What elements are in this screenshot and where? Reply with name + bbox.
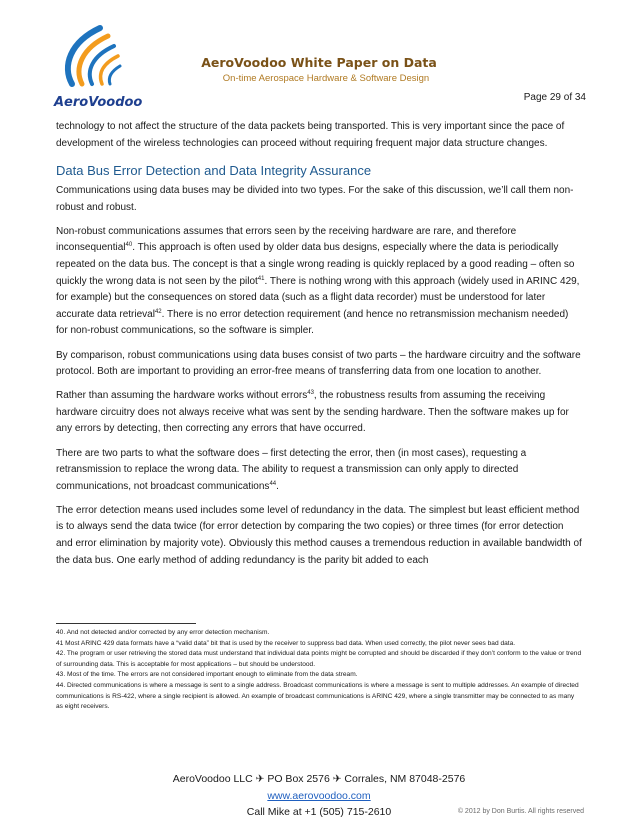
paragraph-intro: Communications using data buses may be divided into two types. For the sake of this discussion, we’ll call them non-robust and robust.	[56, 185, 574, 213]
footnote-43: 43. Most of the time. The errors are not considered important enough to eliminate from the data stream.	[56, 671, 358, 679]
footnote-ref-41[interactable]: 41	[257, 275, 265, 282]
text-segment: . There is nothing wrong with this approach (widely used in ARINC 429, for example) but the consequences on stored data (such as a flight data recorder) must be understood for later accurate data retrieval	[56, 275, 580, 320]
footnote-42: 42. The program or user retrieving the stored data must understand that individual data points might be corrupted and should be discarded if they don’t conform to the value or trend of surrounding data. This is acceptable for most applications – but should be understood.	[56, 650, 582, 668]
footer-website-link[interactable]: www.aerovoodoo.com	[267, 790, 371, 802]
document-title: AeroVoodoo White Paper on Data	[201, 55, 437, 70]
section-heading: Data Bus Error Detection and Data Integrity Assurance	[56, 163, 372, 179]
paragraph-non-robust	[56, 224, 582, 340]
paragraph-software-parts	[56, 446, 582, 496]
footnote-ref-43[interactable]: 43	[307, 390, 314, 397]
document-subtitle: On-time Aerospace Hardware & Software Design	[222, 73, 430, 84]
logo-wordmark: AeroVoodoo	[54, 95, 143, 110]
page-number: Page 29 of 34	[523, 92, 586, 103]
text-segment: Rather than assuming the hardware works without errors	[56, 390, 308, 402]
text-segment: . There is no error detection requirement (and hence no retransmission mechanism needed) for non-robust communications, so the software is simpler.	[56, 308, 569, 337]
text-segment: Non-robust communications assumes that errors seen by the receiving hardware are rare, and therefore inconsequential	[56, 225, 517, 254]
paragraph-continuation: technology to not affect the structure of the data packets being transported. This is very important since the pace of development of the wireless technologies can proceed without requiring frequent major data structure changes.	[56, 121, 565, 149]
text-segment: . This approach is often used by older data bus designs, especially where the data is periodically repeated on the data bus. The concept is that a single wrong reading is quickly replaced by a good reading – often so quickly the wrong data is not seen by the pilot	[56, 242, 575, 287]
copyright-notice: © 2012 by Don Burtis. All rights reserved	[457, 808, 584, 815]
footer-address: AeroVoodoo LLC ✈ PO Box 2576 ✈ Corrales, NM 87048-2576	[172, 773, 466, 785]
paragraph-robust: By comparison, robust communications using data buses consist of two parts – the hardware circuitry and the software protocol. Both are important to providing an error-free means of transferring data from one location to another.	[56, 349, 581, 378]
footnote-40: 40. And not detected and/or corrected by any error detection mechanism.	[56, 629, 270, 636]
paragraph-redundancy: The error detection means used includes some level of redundancy in the data. The simplest but least efficient method is to always send the data twice (for error detection by comparing the two copies) or three times (for error detection and error elimination by majority vote). Obviously this method causes a tremendous reduction in available bandwidth of the data bus. One early method of adding redundancy is the parity bit added to each	[56, 504, 582, 566]
text-segment: , the robustness results from assuming the receiving hardware circuitry does not always receive what was sent by the sending hardware. Then the software makes up for any errors by detecting, then correcting any errors that have occurred.	[56, 390, 569, 435]
main-content	[56, 119, 582, 577]
paragraph-hardware-errors	[56, 388, 582, 438]
footnotes	[56, 628, 582, 713]
footnote-divider	[56, 623, 196, 624]
footnote-ref-42[interactable]: 42	[154, 308, 162, 315]
text-segment: .	[276, 480, 279, 492]
footnote-44: 44. Directed communications is where a message is sent to a single address. Broadcast communications is where a message is sent to multiple addresses. An example of directed communications is RS-422, where a single recipient is allowed. An example of broadcast communications is ARINC 429, where a single transmitter may be connected to as many as eight receivers.	[56, 681, 579, 711]
footnote-ref-40[interactable]: 40	[125, 242, 133, 249]
footnote-41: 41 Most ARINC 429 data formats have a “valid data” bit that is used by the receiver to suppress bad data. When used correctly, the pilot never sees bad data.	[56, 639, 516, 647]
text-segment: There are two parts to what the software does – first detecting the error, then (in most cases), requesting a retransmission to replace the wrong data. The ability to request a transmission can only apply to directed communications, not broadcast communications	[56, 447, 527, 492]
footnote-ref-44[interactable]: 44	[269, 480, 277, 487]
footer-phone: Call Mike at +1 (505) 715-2610	[246, 806, 392, 818]
